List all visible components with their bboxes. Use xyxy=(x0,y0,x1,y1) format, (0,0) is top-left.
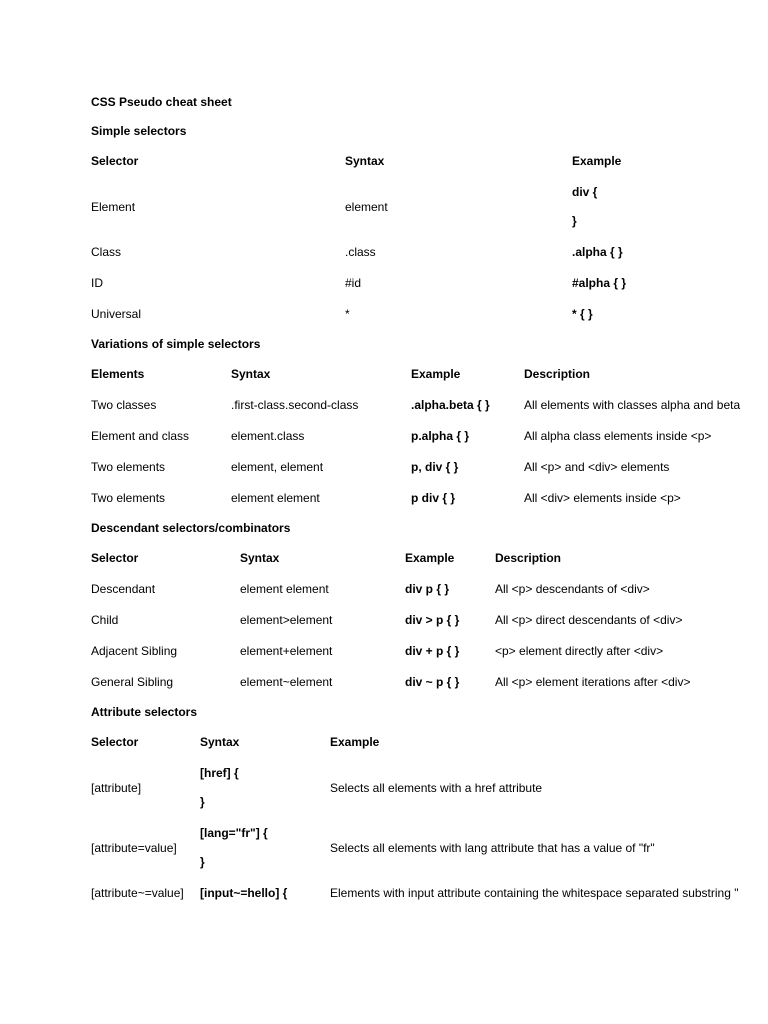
column-header-syntax: Syntax xyxy=(345,154,385,168)
table-cell-description: All <p> element iterations after <div> xyxy=(495,675,691,689)
table-cell-syntax: #id xyxy=(345,276,362,290)
table-cell-selector: Adjacent Sibling xyxy=(91,644,178,658)
table-cell-example: div { xyxy=(572,185,598,199)
column-header-description: Description xyxy=(495,551,562,565)
table-cell-example: Elements with input attribute containing the whitespace separated substring " xyxy=(330,886,739,900)
table-cell-description: <p> element directly after <div> xyxy=(495,644,664,658)
section-heading-descendant: Descendant selectors/combinators xyxy=(91,521,291,535)
column-header-example: Example xyxy=(330,735,380,749)
column-header-selector: Selector xyxy=(91,551,139,565)
table-cell-example: .alpha { } xyxy=(572,245,623,259)
table-cell-syntax: element xyxy=(345,200,388,214)
section-heading-attribute: Attribute selectors xyxy=(91,705,198,719)
column-header-syntax: Syntax xyxy=(240,551,280,565)
table-cell-syntax: .class xyxy=(345,245,376,259)
table-cell-syntax: [lang="fr"] { xyxy=(200,826,268,840)
table-cell-selector: Class xyxy=(91,245,122,259)
table-cell-description: All <p> direct descendants of <div> xyxy=(495,613,683,627)
table-cell-selector: Descendant xyxy=(91,582,156,596)
table-cell-example: Selects all elements with lang attribute that has a value of "fr" xyxy=(330,841,655,855)
table-cell-example: * { } xyxy=(572,307,593,321)
section-heading-simple: Simple selectors xyxy=(91,124,187,138)
column-header-syntax: Syntax xyxy=(231,367,271,381)
table-cell-example: div + p { } xyxy=(405,644,460,658)
table-cell-selector: Universal xyxy=(91,307,142,321)
table-cell-example: Selects all elements with a href attribute xyxy=(330,781,543,795)
table-cell-syntax: element element xyxy=(240,582,329,596)
column-header-description: Description xyxy=(524,367,591,381)
table-cell-example: div ~ p { } xyxy=(405,675,460,689)
table-cell-description: All alpha class elements inside <p> xyxy=(524,429,712,443)
table-cell-example: p div { } xyxy=(411,491,456,505)
table-cell-element: Two elements xyxy=(91,491,166,505)
table-cell-element: Two elements xyxy=(91,460,166,474)
table-cell-syntax: .first-class.second-class xyxy=(231,398,359,412)
table-cell-syntax: element+element xyxy=(240,644,333,658)
column-header-example: Example xyxy=(411,367,461,381)
table-cell-description: All <p> and <div> elements xyxy=(524,460,670,474)
table-cell-syntax: [href] { xyxy=(200,766,239,780)
column-header-example: Example xyxy=(572,154,622,168)
table-cell-element: Two classes xyxy=(91,398,157,412)
table-cell-syntax: * xyxy=(345,307,350,321)
table-cell-example: } xyxy=(572,214,577,228)
table-cell-selector: General Sibling xyxy=(91,675,174,689)
table-cell-selector: Child xyxy=(91,613,119,627)
column-header-syntax: Syntax xyxy=(200,735,240,749)
table-cell-example: #alpha { } xyxy=(572,276,627,290)
table-cell-description: All <div> elements inside <p> xyxy=(524,491,681,505)
table-cell-selector: [attribute=value] xyxy=(91,841,177,855)
table-cell-example: .alpha.beta { } xyxy=(411,398,490,412)
table-cell-syntax: [input~=hello] { xyxy=(200,886,288,900)
table-cell-syntax: element.class xyxy=(231,429,305,443)
table-cell-example: p.alpha { } xyxy=(411,429,470,443)
table-cell-selector: ID xyxy=(91,276,103,290)
table-cell-selector: [attribute~=value] xyxy=(91,886,184,900)
table-cell-example: div > p { } xyxy=(405,613,460,627)
section-heading-variations: Variations of simple selectors xyxy=(91,337,261,351)
table-cell-element: Element and class xyxy=(91,429,190,443)
column-header-example: Example xyxy=(405,551,455,565)
table-cell-description: All elements with classes alpha and beta xyxy=(524,398,741,412)
table-cell-syntax: element>element xyxy=(240,613,333,627)
column-header-elements: Elements xyxy=(91,367,145,381)
table-cell-syntax: element~element xyxy=(240,675,333,689)
table-cell-syntax: element element xyxy=(231,491,320,505)
table-cell-example: div p { } xyxy=(405,582,450,596)
table-cell-selector: Element xyxy=(91,200,136,214)
column-header-selector: Selector xyxy=(91,154,139,168)
table-cell-example: p, div { } xyxy=(411,460,459,474)
table-cell-syntax: } xyxy=(200,795,205,809)
document-title: CSS Pseudo cheat sheet xyxy=(91,95,232,109)
column-header-selector: Selector xyxy=(91,735,139,749)
table-cell-selector: [attribute] xyxy=(91,781,142,795)
table-cell-syntax: } xyxy=(200,855,205,869)
table-cell-description: All <p> descendants of <div> xyxy=(495,582,650,596)
table-cell-syntax: element, element xyxy=(231,460,324,474)
